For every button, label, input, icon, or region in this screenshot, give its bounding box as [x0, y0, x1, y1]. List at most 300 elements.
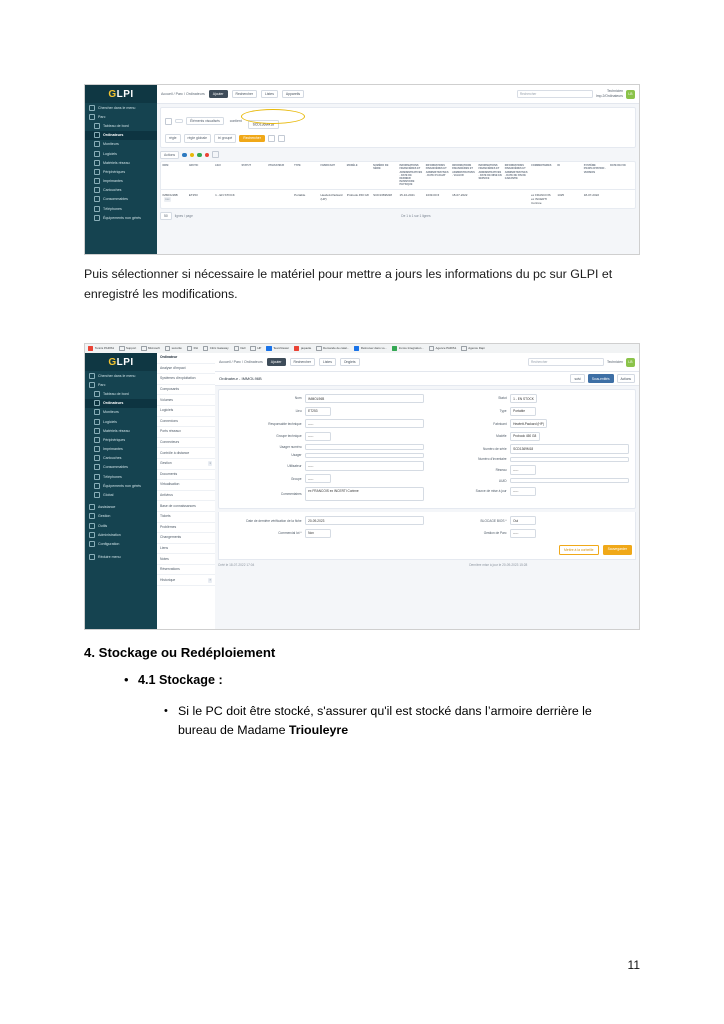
- star-icon[interactable]: [268, 135, 275, 142]
- tab-label: Réservations: [160, 567, 180, 572]
- bookmark-label: jaquette: [300, 346, 312, 351]
- field-label: Lieu: [295, 409, 302, 414]
- field-value-source-de-mise-jour[interactable]: -----: [510, 487, 536, 496]
- bookmark-label: Agence Dapi: [468, 346, 485, 351]
- tab-connecteurs[interactable]: [157, 438, 215, 449]
- sidebar-section-gestion[interactable]: [85, 512, 157, 521]
- collapse-menu-button[interactable]: [85, 553, 157, 562]
- tab-composants[interactable]: [157, 385, 215, 396]
- screenshot-glpi-search: [84, 84, 640, 255]
- field-value-usager[interactable]: [305, 453, 424, 458]
- logo-lpi: LPI: [116, 88, 134, 100]
- folder-icon: [187, 346, 192, 351]
- tab-label: Liens: [160, 545, 169, 550]
- user-name-2: Technicien: [606, 359, 623, 364]
- tabs-button-2[interactable]: Onglets: [340, 358, 360, 366]
- field-value-groupe-technique[interactable]: -----: [305, 432, 331, 441]
- form-field-row: [225, 529, 424, 538]
- sidebar-item-p-riph-riques[interactable]: [85, 167, 157, 176]
- tab-analyse-d-impact[interactable]: [157, 364, 215, 375]
- field-value-fabricant[interactable]: Hewlett-Packard (HP): [510, 419, 548, 428]
- bookmark-label: RH: [193, 346, 198, 351]
- tab-probl-mes[interactable]: [157, 523, 215, 534]
- save-button[interactable]: Sauvegarder: [603, 545, 632, 555]
- tab-antivirus[interactable]: [157, 491, 215, 502]
- reset-icon[interactable]: [278, 135, 285, 142]
- bookmark-label: Agence PARIS1: [435, 346, 457, 351]
- global-search-input[interactable]: Rechercher: [517, 90, 593, 98]
- tab-label: Problèmes: [160, 524, 177, 529]
- bookmark-label: Retrouver dans vo...: [360, 346, 387, 351]
- field-value-blocage-bios[interactable]: Oui: [510, 516, 536, 525]
- sidebar-item-ordinateurs[interactable]: [85, 399, 157, 408]
- sidebar-item-label: Consommables: [103, 197, 128, 202]
- field-value-gestion-de-parc[interactable]: -----: [510, 529, 536, 538]
- pin-icon: [354, 346, 359, 351]
- sidebar-item-p-riph-riques[interactable]: [85, 435, 157, 444]
- sidebar-section-administration[interactable]: [85, 530, 157, 539]
- range-label: De 1 à 1 sur 1 lignes: [401, 213, 431, 218]
- field-value-mod-le[interactable]: Probook 450 G8: [510, 432, 540, 441]
- bookmark-label: Microsoft: [148, 346, 160, 351]
- cartridge-icon: [94, 187, 100, 193]
- field-label: Utilisateur: [287, 463, 302, 468]
- tab-label: Virtualisation: [160, 482, 180, 487]
- peripheral-icon: [94, 169, 100, 175]
- move-to-trash-button[interactable]: Mettre à la corbeille: [559, 545, 599, 555]
- form-field-row: [225, 407, 424, 416]
- phone-icon: [94, 474, 100, 480]
- peripheral-icon: [94, 437, 100, 443]
- field-value-r-seau[interactable]: -----: [510, 465, 536, 474]
- field-value-num-ro-de-s-rie[interactable]: SCD1369M18: [510, 444, 629, 453]
- field-value-nom[interactable]: IMMOL96B: [305, 394, 424, 403]
- tab-label: Connexions: [160, 418, 178, 423]
- bookmark-item[interactable]: [461, 346, 484, 351]
- tab-documents[interactable]: [157, 470, 215, 481]
- table-column-header[interactable]: MODÈLE: [345, 162, 371, 189]
- rule-button[interactable]: règle: [165, 134, 181, 143]
- field-value-commercial-lot[interactable]: Non: [305, 529, 331, 538]
- bullet-dot-icon: •: [124, 672, 129, 687]
- created-label: Créé le 18-07-2022 17:04: [218, 563, 255, 568]
- bookmark-item[interactable]: [165, 346, 182, 351]
- table-column-header[interactable]: NOM: [161, 162, 187, 189]
- form-bottom-left: [222, 516, 427, 541]
- bullet-detail-text: [178, 702, 598, 740]
- tab-label: Logiciels: [160, 408, 174, 413]
- pdf-icon[interactable]: [205, 153, 210, 158]
- group-sort-button[interactable]: tri groupé: [214, 134, 236, 143]
- sidebar-item-mat-riels-r-seau[interactable]: [85, 426, 157, 435]
- search-icon: [89, 105, 95, 111]
- table-cell: 1 - EN STOCK: [215, 192, 235, 197]
- tab-gestion[interactable]: [157, 459, 215, 470]
- sidebar-item-imprimantes[interactable]: [85, 445, 157, 454]
- bullet-4-1-label: 4.1 Stockage :: [138, 673, 223, 687]
- criteria-actions-row: [165, 134, 631, 143]
- unmanaged-icon: [94, 215, 100, 221]
- field-value-num-ro-d-inventaire[interactable]: [510, 457, 629, 462]
- bookmark-item[interactable]: [234, 346, 246, 351]
- tab-liens[interactable]: [157, 544, 215, 555]
- search-button-2[interactable]: Rechercher: [290, 358, 316, 366]
- field-label: Fabricant: [493, 421, 507, 426]
- sidebar-item-label: Équipements non gérés: [103, 215, 141, 220]
- bookmark-item[interactable]: [266, 346, 289, 351]
- run-search-button[interactable]: Rechercher: [239, 135, 265, 142]
- bookmark-label: HP: [257, 346, 262, 351]
- criteria-logic-select[interactable]: [175, 119, 183, 124]
- table-cell: 1025: [557, 192, 565, 197]
- tab-label: Documents: [160, 471, 178, 476]
- sidebar-item-cartouches[interactable]: [85, 186, 157, 195]
- field-label: Groupe: [290, 476, 302, 481]
- bookmark-item[interactable]: [429, 346, 457, 351]
- cartridge-icon: [94, 455, 100, 461]
- field-label: Numéro de série: [483, 446, 507, 451]
- printer-icon: [94, 178, 100, 184]
- form-body: [215, 353, 639, 629]
- software-icon: [94, 151, 100, 157]
- form-fields-card: [218, 389, 636, 509]
- circle-icon: [165, 118, 172, 125]
- form-footer: [218, 563, 636, 567]
- sidebar-item-moniteurs[interactable]: [85, 408, 157, 417]
- field-value-groupe[interactable]: -----: [305, 474, 331, 483]
- tab-ordinateur[interactable]: [157, 353, 215, 364]
- criteria-value-input[interactable]: SCD1369M18: [248, 120, 279, 129]
- per-page-select[interactable]: 50: [160, 212, 172, 221]
- bookmark-item[interactable]: [88, 346, 114, 351]
- glpi-logo: [85, 85, 157, 103]
- tab-label: Gestion: [160, 461, 172, 466]
- sidebar-item-label: Matériels réseau: [103, 160, 130, 165]
- folder-icon: [234, 346, 239, 351]
- table-cell: ET253: [188, 192, 198, 197]
- folder-icon: [461, 346, 466, 351]
- subentities-button[interactable]: Sous-entités: [588, 374, 614, 382]
- add-button[interactable]: Ajouter: [209, 90, 228, 98]
- search-button[interactable]: Rechercher: [232, 90, 258, 98]
- form-bottom-right: [427, 516, 632, 541]
- table-column-header[interactable]: INFORMATIONS FINANCIÈRES ET ADMINISTRATIVES - VALEUR: [451, 162, 477, 189]
- sidebar-item-consommables[interactable]: [85, 195, 157, 204]
- page-number: 11: [627, 958, 640, 972]
- tab-volumes[interactable]: [157, 395, 215, 406]
- tab-connexions[interactable]: [157, 417, 215, 428]
- sidebar-item-logiciels[interactable]: [85, 417, 157, 426]
- consumable-icon: [94, 196, 100, 202]
- form-field-row: [430, 487, 629, 496]
- tab-changements[interactable]: [157, 533, 215, 544]
- screenshot-glpi-form: [84, 343, 640, 630]
- form-field-row: [225, 516, 424, 525]
- form-field-row: [430, 394, 629, 403]
- glpi-main-1: [157, 85, 639, 254]
- bullet-detail-pre: Si le PC doit être stocké, s'assurer qu'il est stocké dans l’armoire derrière le bureau de Madame: [178, 704, 592, 737]
- logo-lpi-2: LPI: [116, 356, 134, 368]
- sidebar-items-2: [85, 389, 157, 499]
- chevron-left-icon: [89, 554, 95, 560]
- field-label: Nom: [294, 396, 302, 401]
- actions-dropdown[interactable]: Actions: [160, 151, 179, 160]
- sidebar-item-label: Consommables: [103, 465, 128, 470]
- sidebar-search-label: Chercher dans le menu: [98, 105, 136, 110]
- tab-r-servations[interactable]: [157, 565, 215, 576]
- per-page-label: lignes / page: [174, 213, 193, 218]
- tools-icon: [89, 523, 95, 529]
- field-value-responsable-technique[interactable]: -----: [305, 419, 424, 428]
- table-column-header[interactable]: FABRICANT: [319, 162, 345, 189]
- tab-label: Ports réseaux: [160, 429, 181, 434]
- tab-label: Notes: [160, 556, 169, 561]
- table-column-header[interactable]: SYSTÈME D'EXPLOITATION - VERSION: [582, 162, 608, 189]
- criteria-field-select[interactable]: Éléments visualisés: [186, 117, 224, 126]
- sidebar-item-mat-riels-r-seau[interactable]: [85, 158, 157, 167]
- global-search-input-2[interactable]: Rechercher: [528, 358, 604, 366]
- tab-label: Analyse d'impact: [160, 365, 186, 370]
- table-column-header[interactable]: DATE DE FIN: [609, 162, 635, 189]
- sidebar-item-label: Logiciels: [103, 419, 117, 424]
- sidebar-item-cartouches[interactable]: [85, 454, 157, 463]
- map-icon: [429, 346, 434, 351]
- doc-icon: [316, 346, 321, 351]
- actions-button[interactable]: Actions: [617, 374, 635, 382]
- breadcrumb[interactable]: Accueil / Parc / Ordinateurs: [161, 92, 205, 96]
- table-column-header[interactable]: TYPE: [293, 162, 319, 189]
- sidebar-sections-2: [85, 503, 157, 549]
- sidebar-search-2[interactable]: [85, 371, 157, 380]
- sidebar-item-ordinateurs[interactable]: [85, 131, 157, 140]
- table-column-header[interactable]: INFORMATIONS FINANCIÈRES ET ADMINISTRATIVES - DATE DE FIN DE GARANTIE: [503, 162, 529, 189]
- tab-virtualisation[interactable]: [157, 480, 215, 491]
- tab-notes[interactable]: [157, 554, 215, 565]
- printer-icon: [94, 446, 100, 452]
- sidebar-item-moniteurs[interactable]: [85, 140, 157, 149]
- sidebar-item-label: Périphériques: [103, 437, 126, 442]
- sidebar-item-label: Cartouches: [103, 188, 122, 193]
- bookmark-item[interactable]: [250, 346, 261, 351]
- field-value-type[interactable]: Portable: [510, 407, 536, 416]
- field-value-date-de-derni-re-v-rification-de-la-fiche[interactable]: 20-09-2023: [305, 516, 424, 525]
- table-column-header[interactable]: STATUT: [240, 162, 266, 189]
- form-field-row: [225, 394, 424, 403]
- search-icon: [89, 373, 95, 379]
- bookmark-label: sécurité: [171, 346, 182, 351]
- field-label: Commentaires: [280, 491, 302, 496]
- sidebar-item-tableau-de-bord[interactable]: [85, 121, 157, 130]
- table-column-header[interactable]: INFORMATIONS FINANCIÈRES ET ADMINISTRATIVES - DATE DE MISE EN SERVICE: [477, 162, 503, 189]
- bookmark-item[interactable]: [316, 346, 349, 351]
- bookmark-label: Citrix Gateway: [209, 346, 229, 351]
- user-name: Technicien: [606, 89, 623, 94]
- form-tab-list: [157, 353, 216, 629]
- table-cell: [240, 189, 266, 208]
- form-left-column: [222, 394, 427, 504]
- avatar[interactable]: LB: [626, 90, 635, 99]
- sidebar-section-label: Gestion: [98, 514, 111, 519]
- sidebar-item-tableau-de-bord[interactable]: [85, 389, 157, 398]
- table-row[interactable]: [161, 189, 635, 208]
- sidebar-items-1: [85, 121, 157, 222]
- tab-logiciels[interactable]: [157, 406, 215, 417]
- glpi-topbar-1: [157, 85, 639, 104]
- sidebar-section-configuration[interactable]: [85, 539, 157, 548]
- form-header-buttons: [570, 374, 635, 382]
- support-icon: [89, 504, 95, 510]
- sidebar-item-consommables[interactable]: [85, 463, 157, 472]
- sidebar-item-imprimantes[interactable]: [85, 177, 157, 186]
- field-label: Modèle: [496, 434, 507, 439]
- sidebar-item-logiciels[interactable]: [85, 149, 157, 158]
- tab-label: Historique: [160, 577, 176, 582]
- form-field-row: [225, 419, 424, 428]
- field-value-statut[interactable]: 1 - EN STOCK: [510, 394, 538, 403]
- field-value-utilisateur[interactable]: -----: [305, 461, 424, 470]
- computer-icon: [94, 132, 100, 138]
- topbar-right-2: [528, 358, 635, 367]
- bookmark-item[interactable]: [203, 346, 229, 351]
- sidebar-section-assistance[interactable]: [85, 503, 157, 512]
- field-label: UUID: [498, 478, 507, 483]
- tab-label: Antivirus: [160, 493, 174, 498]
- computer-icon: [94, 400, 100, 406]
- tab-label: Changements: [160, 535, 182, 540]
- sidebar-item-label: Logiciels: [103, 151, 117, 156]
- lists-button-2[interactable]: Listes: [319, 358, 336, 366]
- table-column-header[interactable]: INFORMATIONS FINANCIÈRES ET ADMINISTRATIVES - DATE D'ACHAT: [424, 162, 450, 189]
- sidebar-section-parc-2[interactable]: [85, 380, 157, 389]
- sidebar-section-label: Outils: [98, 523, 108, 528]
- avatar-2[interactable]: LB: [626, 358, 635, 367]
- lists-button[interactable]: Listes: [261, 90, 278, 98]
- field-value-usager-num-ro[interactable]: [305, 444, 424, 449]
- field-value-uuid[interactable]: [510, 478, 629, 483]
- bookmark-item[interactable]: [141, 346, 160, 351]
- sidebar-section-parc-1[interactable]: [85, 112, 157, 121]
- criteria-row: [165, 112, 631, 130]
- user-org: Imp.2/Ordinateurs: [595, 94, 623, 98]
- csv-icon[interactable]: [197, 153, 202, 158]
- field-value-commentaires[interactable]: ex FRANCOIS ex INCERTI Corinne: [305, 487, 424, 501]
- pagination: [160, 212, 636, 221]
- form-field-row: [225, 453, 424, 458]
- table-cell: Portable: [294, 192, 306, 197]
- table-column-header[interactable]: UTILISATEUR: [266, 162, 292, 189]
- table-cell: 15-10-2021: [399, 192, 415, 197]
- tab-historique[interactable]: [157, 575, 215, 586]
- global-rule-button[interactable]: règle globale: [184, 134, 211, 143]
- field-value-lieu[interactable]: ET253: [305, 407, 331, 416]
- tab-syst-mes-d-exploitation[interactable]: [157, 374, 215, 385]
- bookmark-item[interactable]: [187, 346, 198, 351]
- bookmark-item[interactable]: [354, 346, 387, 351]
- sidebar-section-outils[interactable]: [85, 521, 157, 530]
- table-cell: IMMOL96Bmax: [162, 192, 178, 201]
- table-cell: Hewlett-Packard (HP): [320, 192, 343, 201]
- tab-tickets[interactable]: [157, 512, 215, 523]
- field-label: Commercial lot *: [278, 531, 302, 536]
- table-column-header[interactable]: ARCTIC: [187, 162, 213, 189]
- tab-contr-le-distance[interactable]: [157, 448, 215, 459]
- sidebar-item-t-l-phones[interactable]: [85, 472, 157, 481]
- sidebar-item-quipements-non-g-r-s[interactable]: [85, 481, 157, 490]
- form-field-row: [430, 516, 629, 525]
- form-field-row: [430, 529, 629, 538]
- export-icon[interactable]: [190, 153, 195, 158]
- form-right-column: [427, 394, 632, 504]
- bookmark-label: Incore Integration...: [398, 346, 424, 351]
- sidebar-item-global[interactable]: [85, 490, 157, 499]
- table-column-header[interactable]: INFORMATIONS FINANCIÈRES ET ADMINISTRATIVES - DATE DE DERNIER INVENTAIRE PHYSIQUE: [398, 162, 424, 189]
- table-column-header[interactable]: LIEU: [214, 162, 240, 189]
- sidebar-search-1[interactable]: [85, 103, 157, 112]
- sidebar-search-label-2: Chercher dans le menu: [98, 373, 136, 378]
- bookmark-item[interactable]: [119, 346, 136, 351]
- folder-icon: [165, 346, 170, 351]
- paragraph-instruction: Puis sélectionner si nécessaire le matériel pour mettre a jours les informations du pc sur GLPI et enregistré les modifications.: [84, 267, 613, 301]
- tab-label: Ordinateur: [160, 355, 178, 360]
- sidebar-item-quipements-non-g-r-s[interactable]: [85, 213, 157, 222]
- form-field-row: [225, 461, 424, 470]
- tab-label: Composants: [160, 387, 180, 392]
- table-cell: [609, 189, 635, 208]
- monitor-icon: [94, 409, 100, 415]
- add-button-2[interactable]: Ajouter: [267, 358, 286, 366]
- form-field-row: [225, 444, 424, 449]
- print-icon[interactable]: [182, 153, 187, 158]
- glpi-logo-2: [85, 353, 157, 371]
- devices-button[interactable]: Appareils: [282, 90, 304, 98]
- phone-icon: [94, 206, 100, 212]
- field-label: Réseau: [495, 467, 507, 472]
- sidebar-item-label: Imprimantes: [103, 447, 123, 452]
- tab-badge: 7: [209, 578, 211, 582]
- sidebar-item-t-l-phones[interactable]: [85, 204, 157, 213]
- heading-4: 4. Stockage ou Redéploiement: [84, 645, 276, 660]
- table-toolbar: [160, 151, 636, 160]
- criteria-operator-select[interactable]: contient: [229, 119, 242, 123]
- sidebar-item-label: Ordinateurs: [103, 401, 124, 406]
- form-field-row: [430, 457, 629, 462]
- bullet-detail: [164, 702, 598, 740]
- sidebar-item-label: Matériels réseau: [103, 428, 130, 433]
- dashboard-icon: [94, 391, 100, 397]
- table-cell: [477, 189, 503, 208]
- follow-button[interactable]: suivi: [570, 374, 584, 382]
- row-badge: max: [165, 197, 170, 201]
- results-table: [161, 162, 635, 207]
- table-column-header[interactable]: COMMENTAIRES: [530, 162, 556, 189]
- tab-badge: 1: [209, 462, 211, 466]
- tab-ports-r-seaux[interactable]: [157, 427, 215, 438]
- columns-icon[interactable]: [212, 151, 219, 158]
- form-field-row: [430, 419, 629, 428]
- breadcrumb-2[interactable]: Accueil / Parc / Ordinateurs: [219, 360, 263, 364]
- table-column-header[interactable]: ID: [556, 162, 582, 189]
- bookmark-item[interactable]: [294, 346, 311, 351]
- table-cell: [266, 189, 292, 208]
- bookmark-item[interactable]: [392, 346, 424, 351]
- logo-g-2: G: [108, 356, 117, 368]
- glpi-sidebar-2: [85, 353, 157, 629]
- table-column-header[interactable]: NUMÉRO DE SÉRIE: [372, 162, 398, 189]
- topbar-right-1: [517, 89, 635, 98]
- teamviewer-icon: [266, 346, 271, 351]
- tab-base-de-connaissances[interactable]: [157, 501, 215, 512]
- field-label: Usager numéro: [279, 444, 302, 449]
